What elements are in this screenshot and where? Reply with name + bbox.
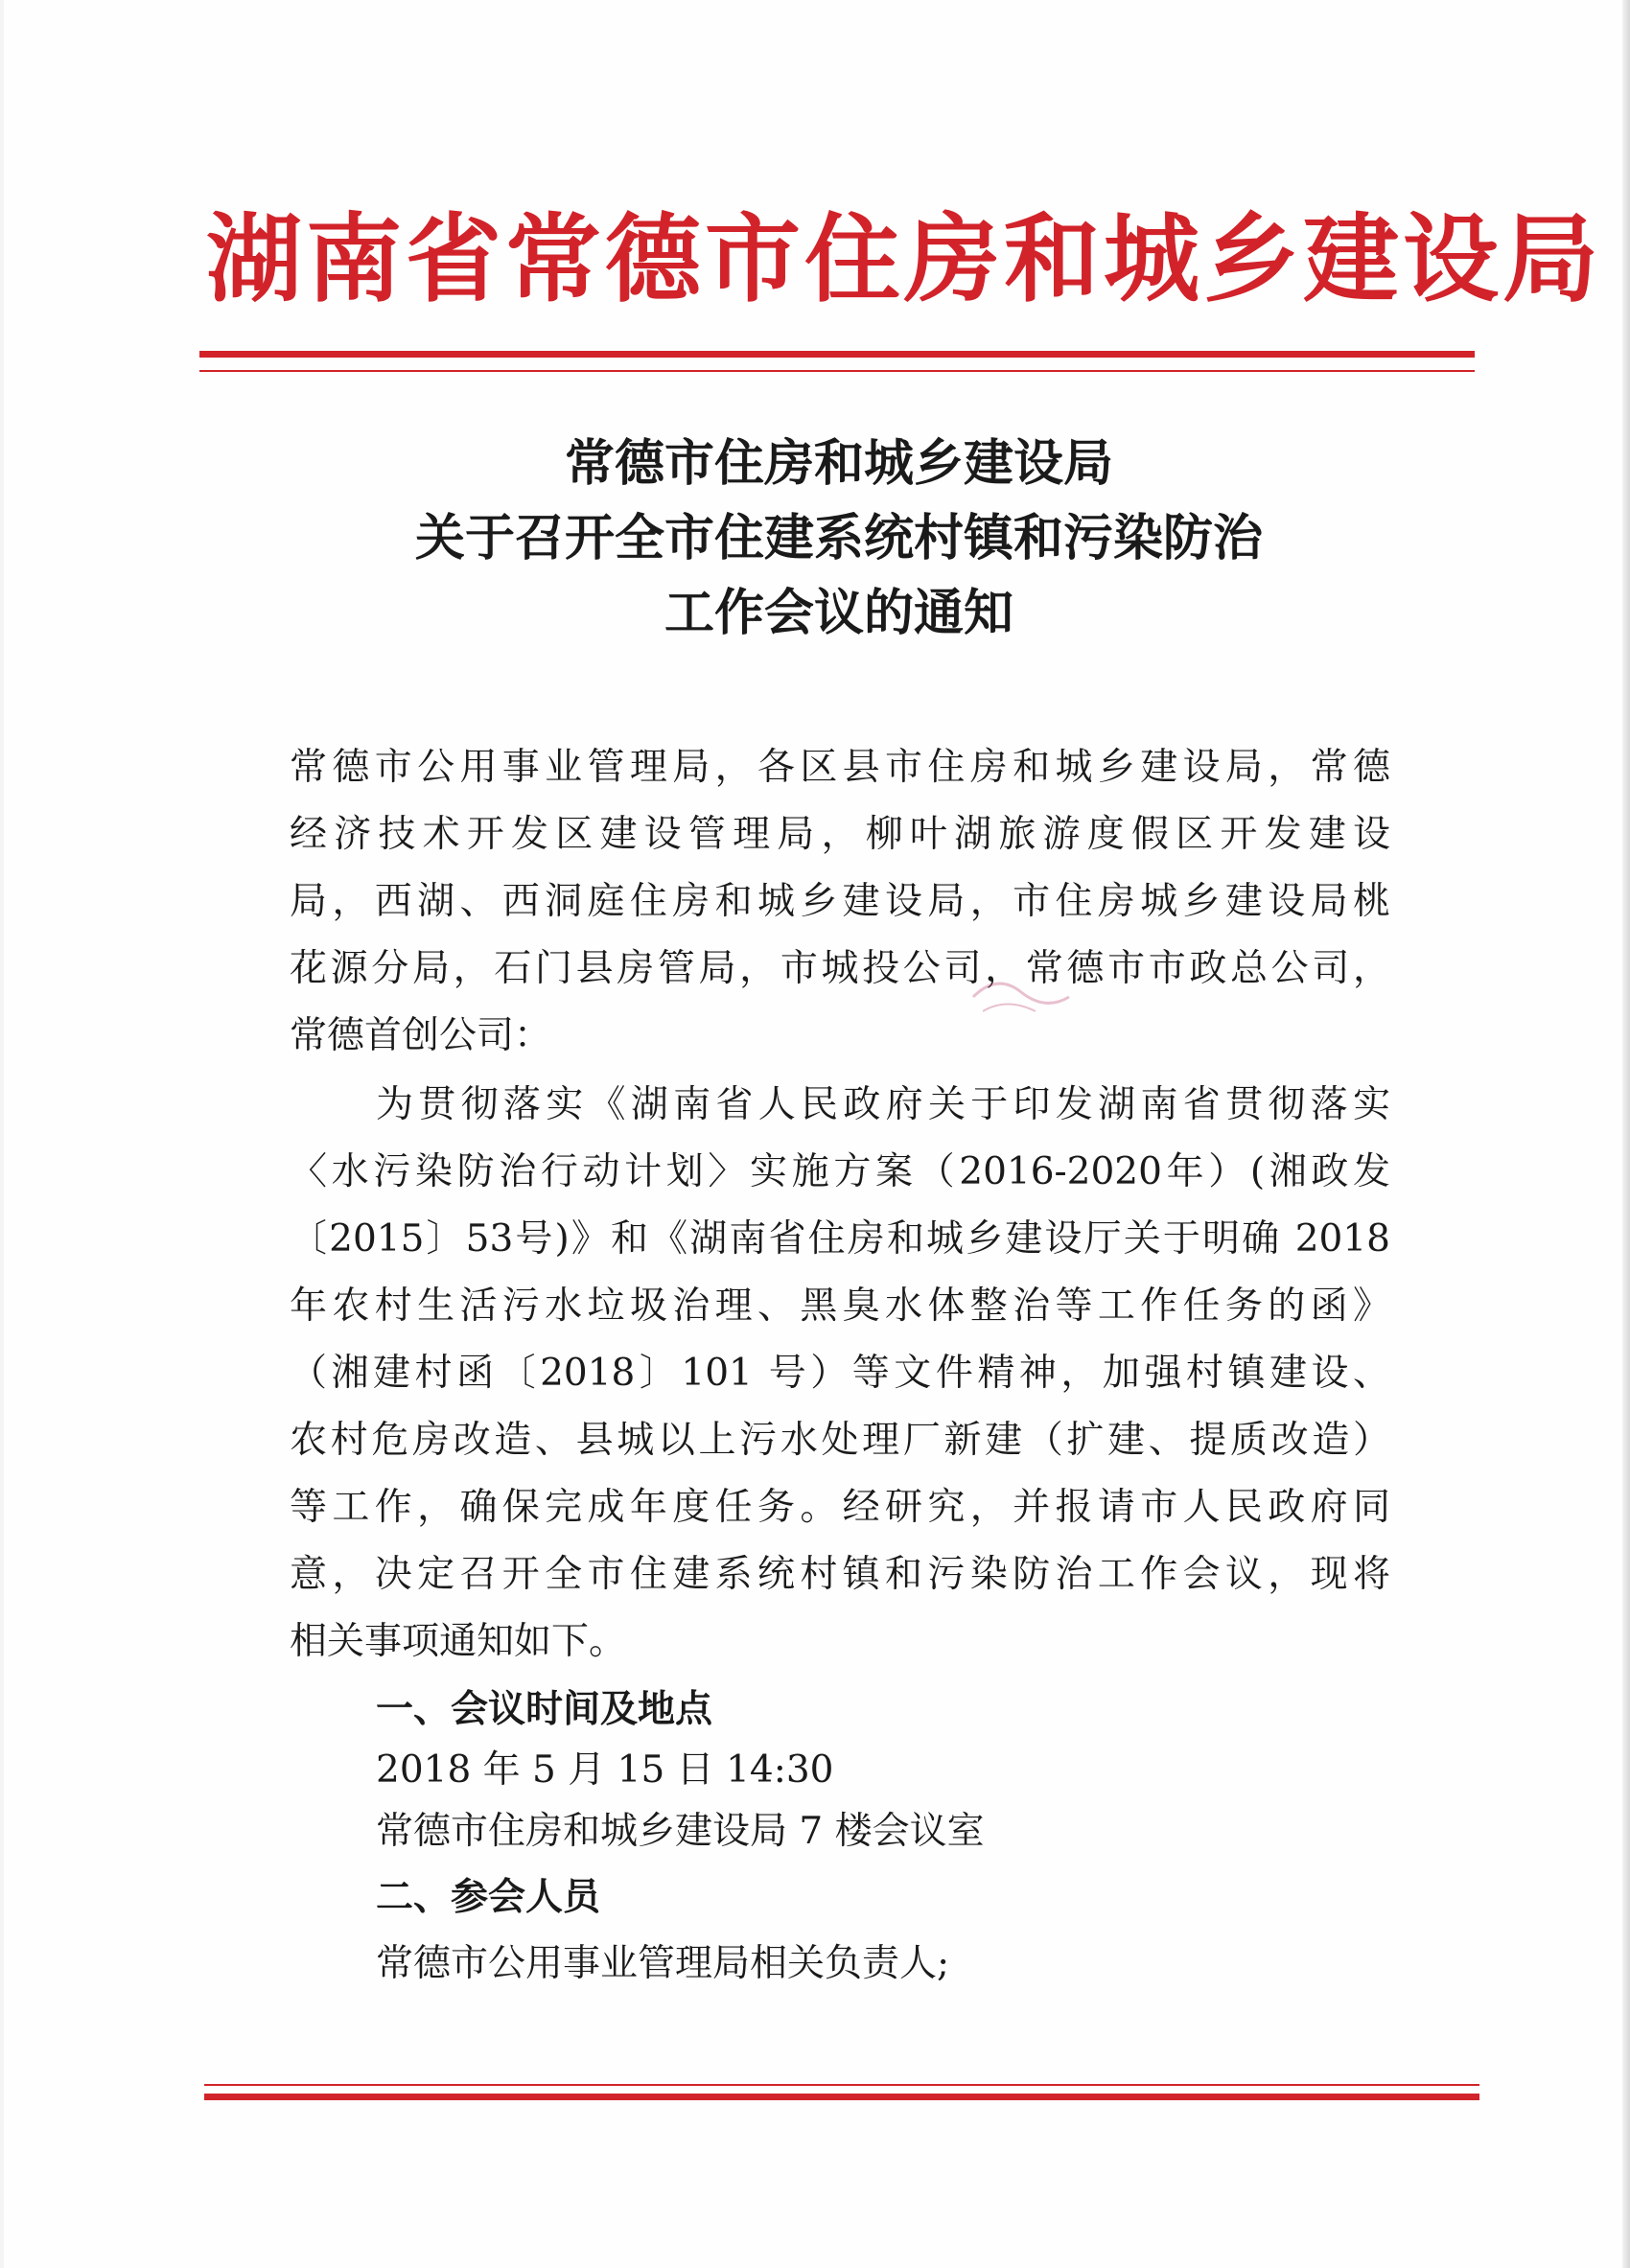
body-line: 意，决定召开全市住建系统村镇和污染防治工作会议，现将 [290, 1553, 1390, 1596]
notice-title-line-1: 常德市住房和城乡建设局 [564, 434, 1113, 493]
red-masthead: 湖南省常德市住房和城乡建设局 [206, 202, 1602, 315]
body-line: 农村危房改造、县城以上污水处理厂新建（扩建、提质改造） [290, 1419, 1390, 1462]
footer-rule-thin [204, 2084, 1479, 2086]
addressee-line: 局，西湖、西洞庭住房和城乡建设局，市住房城乡建设局桃 [290, 880, 1390, 923]
addressee-line: 常德市公用事业管理局，各区县市住房和城乡建设局，常德 [290, 746, 1390, 789]
body-line: 相关事项通知如下。 [290, 1620, 627, 1663]
body-line: 〔2015〕53号)》和《湖南省住房和城乡建设厅关于明确 2018 [290, 1217, 1390, 1261]
notice-title-line-3: 工作会议的通知 [664, 584, 1013, 642]
masthead-rule-thin [199, 370, 1475, 372]
notice-title-line-2: 关于召开全市住建系统村镇和污染防治 [414, 509, 1263, 567]
scan-edge [0, 0, 4, 2268]
section-heading-attendees: 二、参会人员 [376, 1875, 601, 1919]
masthead-rule-thick [199, 351, 1475, 358]
meeting-time: 2018 年 5 月 15 日 14:30 [376, 1748, 834, 1792]
footer-rule-thick [204, 2094, 1479, 2100]
scan-edge [1622, 0, 1630, 2268]
body-line: 年农村生活污水垃圾治理、黑臭水体整治等工作任务的函》 [290, 1284, 1390, 1328]
section-heading-time-place: 一、会议时间及地点 [376, 1687, 713, 1731]
addressee-line: 常德首创公司： [290, 1014, 552, 1057]
body-line: 等工作，确保完成年度任务。经研究，并报请市人民政府同 [290, 1486, 1390, 1529]
addressee-line: 花源分局，石门县房管局，市城投公司，常德市市政总公司， [290, 947, 1390, 990]
body-line: 为贯彻落实《湖南省人民政府关于印发湖南省贯彻落实 [376, 1083, 1390, 1126]
attendee-line: 常德市公用事业管理局相关负责人; [376, 1942, 950, 1985]
body-line: （湘建村函〔2018〕101 号）等文件精神，加强村镇建设、 [290, 1352, 1390, 1395]
meeting-place: 常德市住房和城乡建设局 7 楼会议室 [376, 1810, 985, 1853]
addressee-line: 经济技术开发区建设管理局，柳叶湖旅游度假区开发建设 [290, 813, 1390, 856]
body-line: 〈水污染防治行动计划〉实施方案（2016-2020年）(湘政发 [290, 1150, 1390, 1193]
ink-smudge [968, 968, 1074, 1026]
